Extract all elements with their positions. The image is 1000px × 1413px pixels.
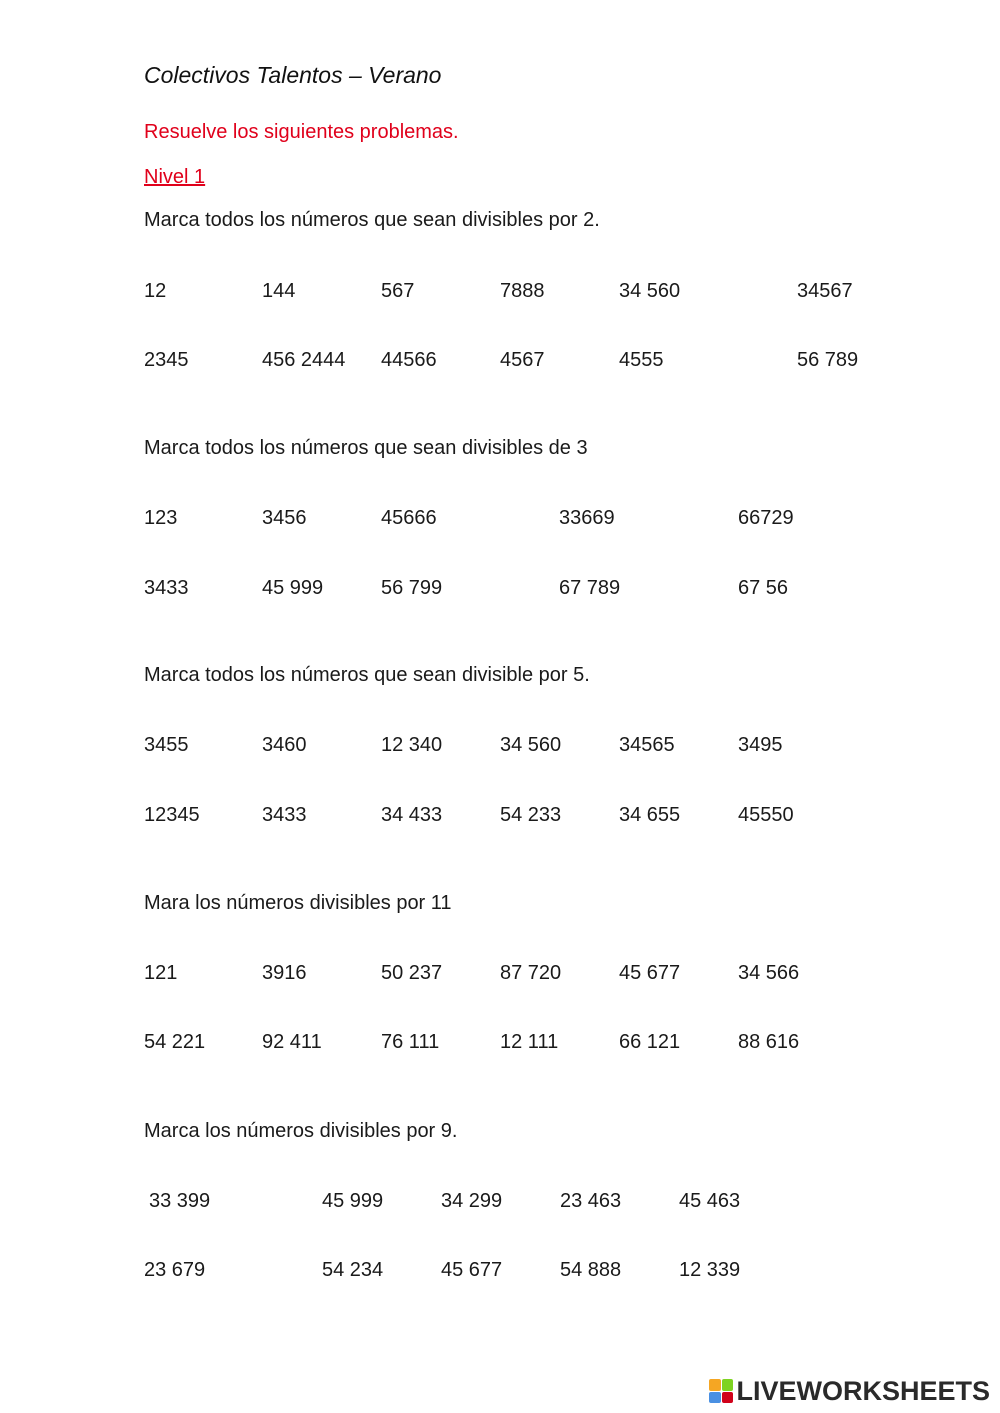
number-option[interactable]: 12 — [144, 280, 167, 302]
number-option[interactable]: 45666 — [381, 507, 437, 529]
number-option[interactable]: 45 463 — [679, 1190, 741, 1212]
number-option[interactable]: 4567 — [500, 349, 545, 371]
number-option[interactable]: 456 2444 — [262, 349, 346, 371]
number-option[interactable]: 92 411 — [262, 1031, 322, 1053]
number-option[interactable]: 87 720 — [500, 962, 562, 984]
number-option[interactable]: 54 888 — [560, 1259, 622, 1281]
number-option[interactable]: 88 616 — [738, 1031, 800, 1053]
number-option[interactable]: 23 679 — [144, 1259, 206, 1281]
number-option[interactable]: 3495 — [738, 734, 783, 756]
number-option[interactable]: 66729 — [738, 507, 794, 529]
number-option[interactable]: 12 339 — [679, 1259, 741, 1281]
number-option[interactable]: 34 560 — [500, 734, 562, 756]
number-option[interactable]: 7888 — [500, 280, 545, 302]
instruction-text: Resuelve los siguientes problemas. — [144, 121, 459, 143]
logo-square — [709, 1379, 721, 1391]
number-option[interactable]: 3916 — [262, 962, 307, 984]
number-option[interactable]: 66 121 — [619, 1031, 681, 1053]
question-divisible-2: Marca todos los números que sean divisibles por 2. — [144, 209, 600, 231]
number-option[interactable]: 12 340 — [381, 734, 443, 756]
worksheet-title: Colectivos Talentos – Verano — [144, 62, 442, 88]
logo-square — [722, 1379, 734, 1391]
level-heading: Nivel 1 — [144, 166, 206, 188]
number-option[interactable]: 56 799 — [381, 577, 443, 599]
number-option[interactable]: 45 677 — [441, 1259, 503, 1281]
number-option[interactable]: 33 399 — [149, 1190, 211, 1212]
number-option[interactable]: 45550 — [738, 804, 794, 826]
number-option[interactable]: 34 433 — [381, 804, 443, 826]
number-option[interactable]: 4555 — [619, 349, 664, 371]
question-divisible-11: Mara los números divisibles por 11 — [144, 892, 452, 914]
question-divisible-5: Marca todos los números que sean divisible por 5. — [144, 664, 590, 686]
number-option[interactable]: 33669 — [559, 507, 615, 529]
number-option[interactable]: 3456 — [262, 507, 307, 529]
number-option[interactable]: 67 56 — [738, 577, 789, 599]
number-option[interactable]: 45 999 — [262, 577, 324, 599]
number-option[interactable]: 12 111 — [500, 1031, 559, 1053]
number-option[interactable]: 3433 — [262, 804, 307, 826]
number-option[interactable]: 121 — [144, 962, 178, 984]
number-option[interactable]: 144 — [262, 280, 296, 302]
number-option[interactable]: 34 560 — [619, 280, 681, 302]
number-option[interactable]: 50 237 — [381, 962, 443, 984]
number-option[interactable]: 54 221 — [144, 1031, 206, 1053]
number-option[interactable]: 45 999 — [322, 1190, 384, 1212]
number-option[interactable]: 3460 — [262, 734, 307, 756]
number-option[interactable]: 34567 — [797, 280, 853, 302]
number-option[interactable]: 45 677 — [619, 962, 681, 984]
number-option[interactable]: 54 233 — [500, 804, 562, 826]
liveworksheets-logo — [709, 1375, 990, 1407]
number-option[interactable]: 76 111 — [381, 1031, 440, 1053]
number-option[interactable]: 44566 — [381, 349, 437, 371]
number-option[interactable]: 34 566 — [738, 962, 800, 984]
number-option[interactable]: 123 — [144, 507, 178, 529]
question-divisible-9: Marca los números divisibles por 9. — [144, 1120, 458, 1142]
number-option[interactable]: 567 — [381, 280, 415, 302]
number-option[interactable]: 54 234 — [322, 1259, 384, 1281]
number-option[interactable]: 34 299 — [441, 1190, 503, 1212]
number-option[interactable]: 34565 — [619, 734, 675, 756]
logo-text: LIVEWORKSHEETS — [736, 1375, 990, 1406]
number-option[interactable]: 3433 — [144, 577, 189, 599]
number-option[interactable]: 56 789 — [797, 349, 859, 371]
number-option[interactable]: 2345 — [144, 349, 189, 371]
number-option[interactable]: 34 655 — [619, 804, 681, 826]
number-option[interactable]: 67 789 — [559, 577, 621, 599]
number-option[interactable]: 23 463 — [560, 1190, 622, 1212]
logo-square — [722, 1392, 734, 1404]
logo-square — [709, 1392, 721, 1404]
number-option[interactable]: 3455 — [144, 734, 189, 756]
number-option[interactable]: 12345 — [144, 804, 200, 826]
logo-mark-icon — [709, 1379, 733, 1403]
question-divisible-3: Marca todos los números que sean divisibles de 3 — [144, 437, 588, 459]
